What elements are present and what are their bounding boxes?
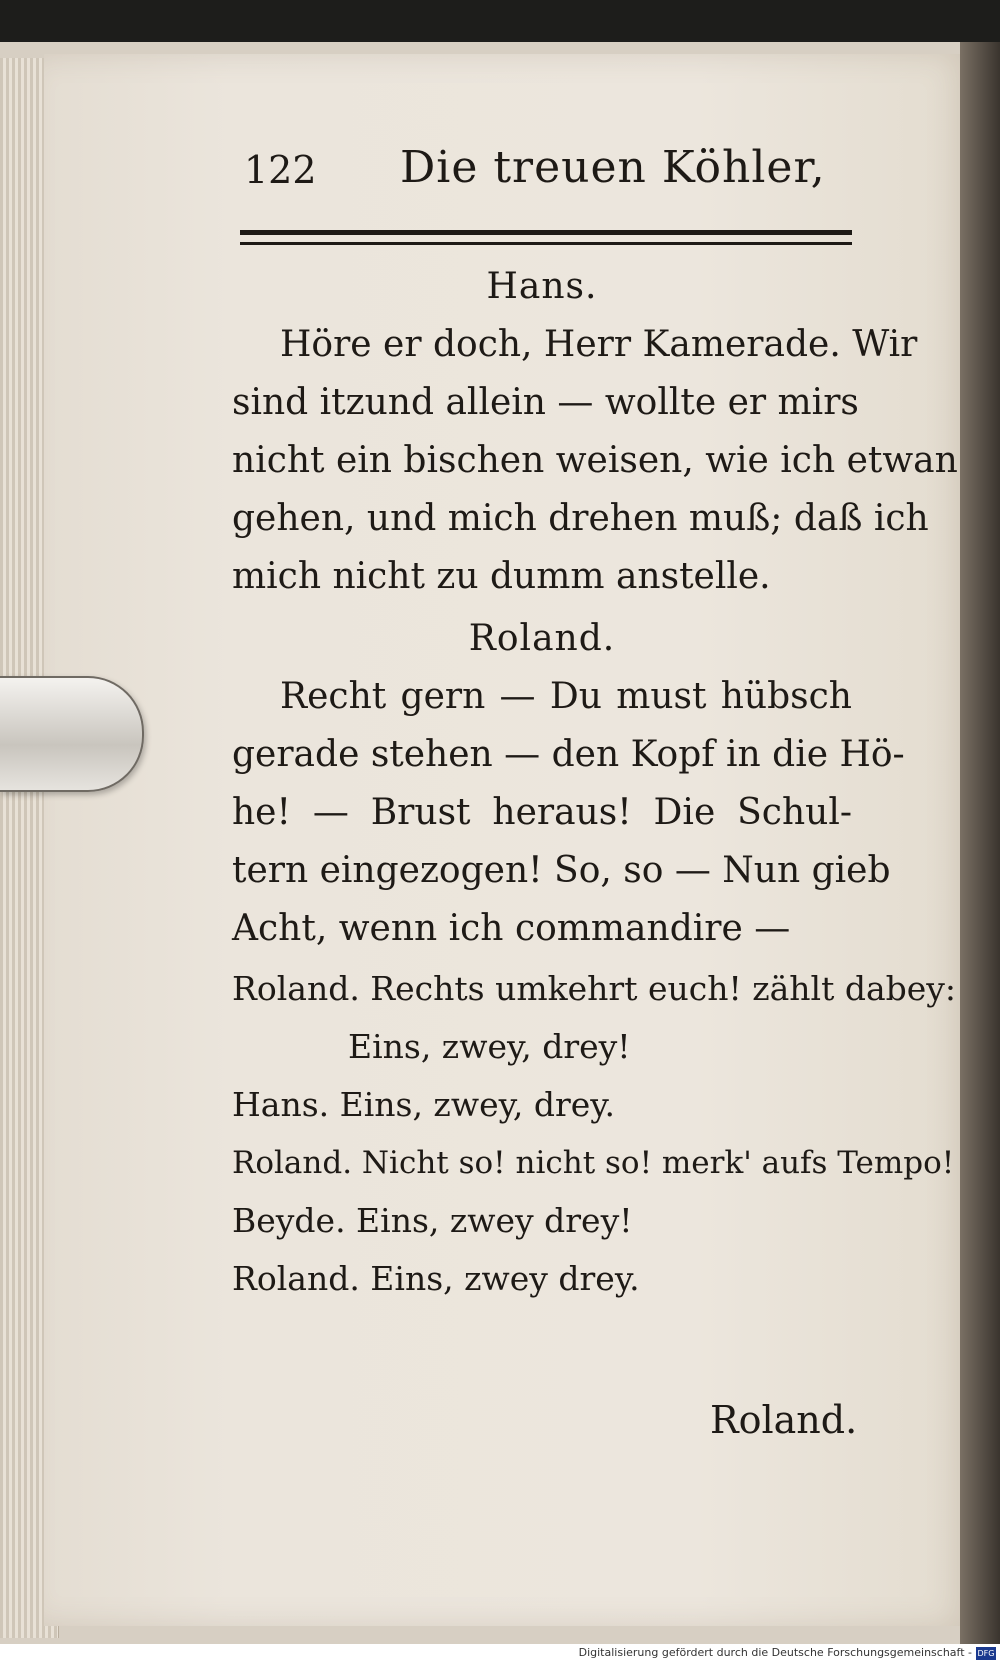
text-line: Höre er doch, Herr Kamerade. Wir bbox=[280, 324, 918, 365]
catchword: Roland. bbox=[710, 1398, 858, 1442]
page-header bbox=[240, 142, 860, 202]
dialogue-line: Roland. Eins, zwey drey. bbox=[232, 1259, 640, 1298]
header-rule bbox=[240, 230, 852, 235]
dialogue-block bbox=[232, 960, 957, 1308]
page-clip bbox=[0, 676, 144, 792]
dialogue-line: Eins, zwey, drey! bbox=[348, 1027, 631, 1066]
header-rule-thin bbox=[240, 242, 852, 245]
footer-bar bbox=[0, 1644, 1000, 1664]
dialogue-line: Roland. Rechts umkehrt euch! zählt dabey: bbox=[232, 969, 957, 1008]
dialogue-line: Beyde. Eins, zwey drey! bbox=[232, 1201, 633, 1240]
dialogue-line: Hans. Eins, zwey, drey. bbox=[232, 1085, 616, 1124]
roland-speech bbox=[232, 610, 905, 958]
speaker-hans: Hans. bbox=[486, 266, 598, 307]
dfg-logo: DFG bbox=[977, 1649, 995, 1658]
speaker-roland: Roland. bbox=[468, 618, 616, 659]
hans-speech bbox=[232, 258, 958, 606]
text-line: mich nicht zu dumm anstelle. bbox=[232, 556, 771, 597]
text-line: nicht ein bischen weisen, wie ich etwan bbox=[232, 440, 958, 481]
page-number: 122 bbox=[244, 148, 317, 192]
text-line: he! — Brust heraus! Die Schul- bbox=[232, 792, 852, 833]
text-line: sind itzund allein — wollte er mirs bbox=[232, 382, 859, 423]
running-title: Die treuen Köhler, bbox=[400, 142, 826, 193]
text-line: tern eingezogen! So, so — Nun gieb bbox=[232, 850, 891, 891]
footer-credit: Digitalisierung gefördert durch die Deutsche Forschungsgemeinschaft - bbox=[578, 1646, 972, 1659]
dialogue-line: Roland. Nicht so! nicht so! merk' aufs Tempo! bbox=[232, 1145, 955, 1181]
text-line: Recht gern — Du must hübsch bbox=[280, 676, 852, 717]
text-line: Acht, wenn ich commandire — bbox=[232, 908, 791, 949]
book-gutter bbox=[960, 42, 1000, 1654]
text-line: gerade stehen — den Kopf in die Hö- bbox=[232, 734, 905, 775]
text-line: gehen, und mich drehen muß; daß ich bbox=[232, 498, 929, 539]
